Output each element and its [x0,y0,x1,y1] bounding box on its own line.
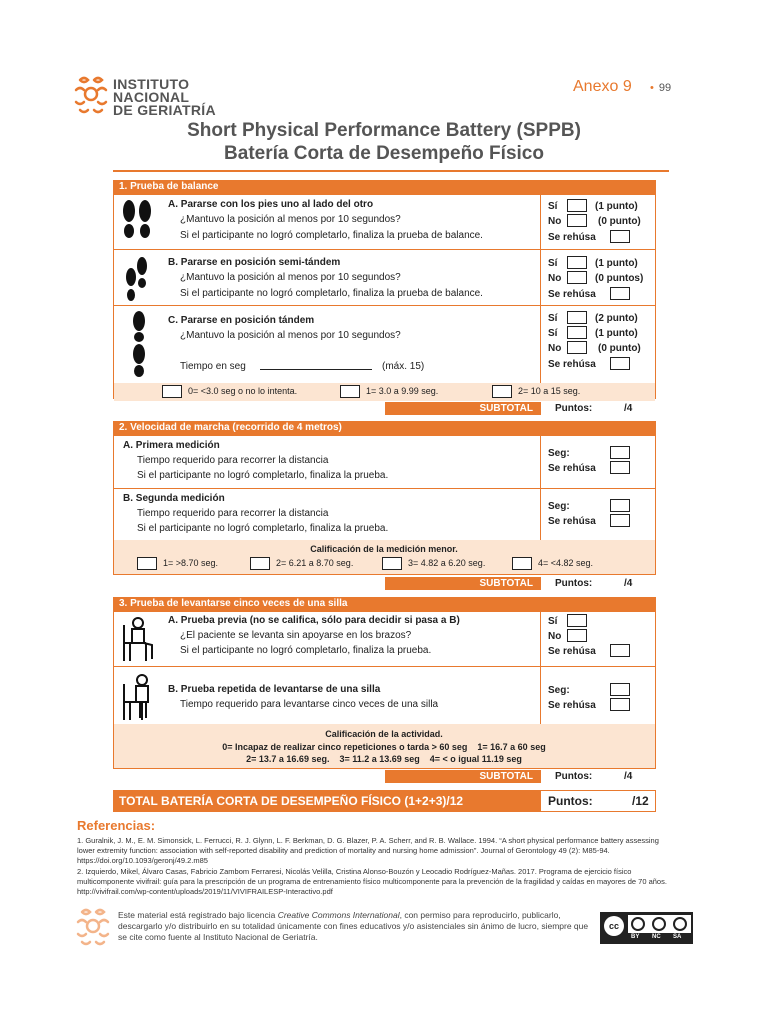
institute-name: INSTITUTO NACIONAL DE GERIATRÍA [113,76,216,118]
option-label: No [548,216,562,227]
score-option: 4= <4.82 seg. [538,558,594,568]
checkbox-3a-rehusa[interactable] [610,644,630,657]
section1-subtotal-label: SUBTOTAL [385,402,541,415]
test-2b-title: B. Segunda medición [123,493,225,504]
option-label: Sí [548,616,558,627]
section1-heading: 1. Prueba de balance [113,180,656,194]
feet-tandem-icon [128,310,150,380]
total-label: TOTAL BATERÍA CORTA DE DESEMPEÑO FÍSICO (1+2+3)/12 [113,790,540,812]
checkbox-1b-no[interactable] [567,271,587,284]
references-title: Referencias: [77,818,156,833]
test-3a-note: Si el participante no logró completarlo, finaliza la prueba. [180,645,432,656]
seg-label: Seg: [548,448,570,459]
section1-row-divider [113,305,656,306]
test-1a-question: ¿Mantuvo la posición al menos por 10 segundos? [180,214,401,225]
test-2a-line1: Tiempo requerido para recorrer la distancia [137,455,329,466]
checkbox-2b-rehusa[interactable] [610,514,630,527]
sa-icon [673,917,687,931]
option-label: No [548,343,562,354]
license-text: Este material está registrado bajo licencia Creative Commons International, con permiso para reproducirlo, publicarlo, descargarlo y/o distribuirlo en su totalidad únicamente con fines educativos y/o asistenciales sin ánimo de lucro, siempre que se cite como fuente al Instituto Nacional de Geriatría. [118,910,589,942]
page-number: • 99 [650,82,672,94]
test-2b-line1: Tiempo requerido para recorrer la distancia [137,508,329,519]
test-1b-title: B. Pararse en posición semi-tándem [168,257,341,268]
checkbox-score-1[interactable] [340,385,360,398]
checkbox-score-3[interactable] [382,557,402,570]
checkbox-1b-rehusa[interactable] [610,287,630,300]
test-2a-line2: Si el participante no logró completarlo, finaliza la prueba. [137,470,389,481]
option-label: Sí [548,258,558,269]
score-option: 2= 10 a 15 seg. [518,386,581,396]
option-label: Se rehúsa [548,359,596,370]
rehusa-label: Se rehúsa [548,516,596,527]
option-points: (1 punto) [595,328,638,339]
checkbox-1a-no[interactable] [567,214,587,227]
score-option: 1= >8.70 seg. [163,558,219,568]
rehusa-label: Se rehúsa [548,463,596,474]
test-3a-question: ¿El paciente se levanta sin apoyarse en los brazos? [180,630,412,641]
by-icon [631,917,645,931]
checkbox-1a-si[interactable] [567,199,587,212]
section3-points-label: Puntos: [555,771,593,782]
option-label: Sí [548,328,558,339]
checkbox-score-1[interactable] [137,557,157,570]
test-3a-title: A. Prueba previa (no se califica, sólo para decidir si pasa a B) [168,615,460,626]
option-label: Se rehúsa [548,646,596,657]
option-label: Se rehúsa [548,232,596,243]
test-1c-question: ¿Mantuvo la posición al menos por 10 segundos? [180,330,401,341]
section3-points-max: /4 [624,771,633,782]
option-points: (0 punto) [598,216,641,227]
section3-calif-title: Calificación de la actividad. [325,729,443,739]
page-title: Short Physical Performance Battery (SPPB) [187,120,581,141]
cc-license-badge [600,912,693,944]
page-subtitle: Batería Corta de Desempeño Físico [224,143,544,164]
checkbox-3a-no[interactable] [567,629,587,642]
section1-points-max: /4 [624,403,633,414]
checkbox-score-4[interactable] [512,557,532,570]
checkbox-2a-rehusa[interactable] [610,461,630,474]
reference-item: 2. Izquierdo, Mikel, Álvaro Casas, Fabricio Zambom Ferraresi, Nicolás Velilla, Cristina Alonso-Bouzón y Leocadio Rodríguez-Mañas. 2017. Programa de ejercicio físico multicomponente vivifrail: guía para la prescripción de un programa de entrenamiento físico multicomponente para la prevención de la fragilidad y caídas en mayores de 70 años. http://vivifrail.com/wp-content/uploads/2019/11/VIVIFRAILESP-Interactivo.pdf [77,867,667,896]
time-max: (máx. 15) [382,361,425,372]
option-points: (1 punto) [595,201,638,212]
section2-calif-title: Calificación de la medición menor. [310,544,458,554]
checkbox-3b-rehusa[interactable] [610,698,630,711]
title-divider [113,170,669,172]
seg-label: Seg: [548,501,570,512]
cc-icon: cc [604,916,624,936]
checkbox-1c-si-2[interactable] [567,311,587,324]
option-points: (0 puntos) [595,273,644,284]
score-option: 2= 6.21 a 8.70 seg. [276,558,354,568]
option-label: No [548,631,562,642]
checkbox-1c-rehusa[interactable] [610,357,630,370]
checkbox-1c-no[interactable] [567,341,587,354]
checkbox-1c-si-1[interactable] [567,326,587,339]
section3-divider [540,611,541,724]
institute-logo-icon [72,74,110,116]
seg-label: Seg: [548,685,570,696]
test-3b-title: B. Prueba repetida de levantarse de una silla [168,684,381,695]
checkbox-1a-rehusa[interactable] [610,230,630,243]
total-points-max: /12 [632,794,649,808]
section2-row-divider [113,488,656,489]
rehusa-label: Se rehúsa [548,700,596,711]
annex-label: Anexo 9 [573,78,632,95]
section2-subtotal-label: SUBTOTAL [385,577,541,590]
section2-points-max: /4 [624,578,633,589]
option-label: No [548,273,562,284]
checkbox-score-2[interactable] [250,557,270,570]
test-1a-note: Si el participante no logró completarlo, finaliza la prueba de balance. [180,230,483,241]
section3-heading: 3. Prueba de levantarse cinco veces de una silla [113,597,656,611]
section1-divider [540,194,541,383]
test-1c-title: C. Pararse en posición tándem [168,315,315,326]
test-3b-line1: Tiempo requerido para levantarse cinco veces de una silla [180,699,439,710]
feet-semi-tandem-icon [122,255,152,303]
section2-heading: 2. Velocidad de marcha (recorrido de 4 metros) [113,421,656,435]
time-input-line[interactable] [260,369,372,370]
option-label: Sí [548,313,558,324]
badge-sa: SA [673,934,682,940]
option-points: (2 punto) [595,313,638,324]
option-points: (0 punto) [598,343,641,354]
test-1a-title: A. Pararse con los pies uno al lado del otro [168,199,374,210]
total-points-label: Puntos: [548,794,593,808]
section3-row-divider [113,666,656,667]
person-standing-chair-icon [120,672,156,722]
section1-points-label: Puntos: [555,403,593,414]
score-option: 1= 3.0 a 9.99 seg. [366,386,439,396]
section3-calif-line2: 2= 13.7 a 16.69 seg. 3= 11.2 a 13.69 seg 4= < o igual 11.19 seg [246,754,522,764]
checkbox-3b-seg[interactable] [610,683,630,696]
score-option: 0= <3.0 seg o no lo intenta. [188,386,298,396]
checkbox-2a-seg[interactable] [610,446,630,459]
checkbox-1b-si[interactable] [567,256,587,269]
reference-item: 1. Guralnik, J. M., E. M. Simonsick, L. Ferrucci, R. J. Glynn, L. F. Berkman, D. G. Blazer, P. A. Scherr, and R. B. Wallace. 1994. “A short physical performance battery assessing lower extremity function: association with self-reported disability and prediction of mortality and nursing home admission”. Journal of Gerontology 49 (2): M85-94. https://doi.org/10.1093/geronj/49.2.m85 [77,836,659,865]
option-points: (1 punto) [595,258,638,269]
nc-icon [652,917,666,931]
cc-icons-strip [628,915,691,933]
checkbox-2b-seg[interactable] [610,499,630,512]
section3-subtotal-label: SUBTOTAL [385,770,541,783]
feet-side-by-side-icon [120,198,154,242]
score-option: 3= 4.82 a 6.20 seg. [408,558,486,568]
section2-points-label: Puntos: [555,578,593,589]
checkbox-3a-si[interactable] [567,614,587,627]
test-2a-title: A. Primera medición [123,440,220,451]
time-label: Tiempo en seg [180,361,246,372]
option-label: Sí [548,201,558,212]
checkbox-score-2[interactable] [492,385,512,398]
person-seated-chair-icon [120,615,156,663]
badge-by: BY [631,934,640,940]
test-1b-question: ¿Mantuvo la posición al menos por 10 segundos? [180,272,401,283]
institute-logo-footer-icon [74,906,112,948]
option-label: Se rehúsa [548,289,596,300]
section1-row-divider [113,249,656,250]
section3-calif-line1: 0= Incapaz de realizar cinco repeticiones o tarda > 60 seg 1= 16.7 a 60 seg [222,742,546,752]
test-2b-line2: Si el participante no logró completarlo, finaliza la prueba. [137,523,389,534]
badge-nc: NC [652,934,661,940]
test-1b-note: Si el participante no logró completarlo, finaliza la prueba de balance. [180,288,483,299]
checkbox-score-0[interactable] [162,385,182,398]
